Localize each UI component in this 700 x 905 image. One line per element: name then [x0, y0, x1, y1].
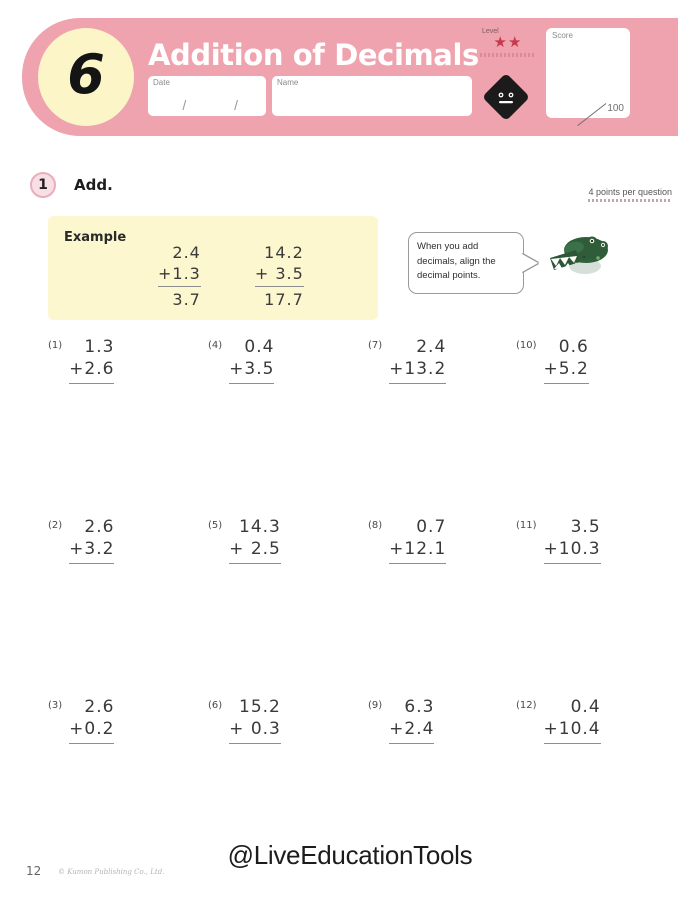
answer-blank[interactable]: [229, 744, 281, 768]
addend-top: 2.4: [172, 243, 201, 262]
answer-blank[interactable]: [229, 384, 274, 408]
answer-blank[interactable]: [544, 564, 601, 588]
vertical-sum: [69, 516, 114, 588]
answer-blank[interactable]: [389, 564, 446, 588]
problem-number: (10): [516, 340, 537, 351]
points-note-dotted-rule: [588, 199, 672, 202]
addend-bottom: +3.2: [69, 538, 114, 563]
addend-bottom: +5.2: [544, 358, 589, 383]
section-title: Add.: [74, 176, 113, 194]
problem-number: (4): [208, 340, 223, 351]
problem-item: [48, 516, 114, 588]
vertical-sum: [544, 516, 601, 588]
addend-top: 14.2: [264, 243, 304, 262]
problem-item: [368, 696, 434, 768]
score-field[interactable]: [546, 28, 630, 118]
addend-top: 6.3: [404, 697, 435, 717]
problem-item: [368, 336, 446, 408]
problem-number: (3): [48, 700, 63, 711]
lesson-number-badge: [38, 28, 134, 126]
vertical-sum: [158, 242, 201, 310]
vertical-sum: [229, 336, 274, 408]
addend-top: 0.6: [558, 337, 589, 357]
page-title: Addition of Decimals: [148, 38, 479, 72]
points-per-question-note: [588, 187, 672, 202]
addend-top: 2.6: [84, 697, 115, 717]
addend-top: 0.4: [244, 337, 275, 357]
example-problems: [158, 242, 304, 310]
addend-bottom: + 2.5: [229, 538, 281, 563]
vertical-sum: [229, 696, 281, 768]
addend-top: 2.6: [84, 517, 115, 537]
example-box: [48, 216, 378, 320]
addend-top: 3.5: [570, 517, 601, 537]
problem-item: [516, 336, 589, 408]
answer-blank[interactable]: [69, 564, 114, 588]
section-marker-number: 1: [38, 177, 48, 193]
copyright-notice: © Kumon Publishing Co., Ltd.: [58, 868, 165, 876]
addend-top: 2.4: [416, 337, 447, 357]
addend-bottom: +13.2: [389, 358, 446, 383]
vertical-sum: [389, 336, 446, 408]
problem-item: [48, 336, 114, 408]
watermark: @LiveEducationTools: [227, 840, 473, 870]
lesson-number: 6: [67, 43, 105, 106]
addend-top: 0.4: [570, 697, 601, 717]
date-label: Date: [153, 78, 170, 87]
addend-bottom: +2.4: [389, 718, 434, 743]
example-label: Example: [64, 230, 127, 245]
sum-result: 17.7: [264, 290, 304, 310]
problem-number: (11): [516, 520, 537, 531]
answer-blank[interactable]: [389, 744, 434, 768]
problem-number: (9): [368, 700, 383, 711]
level-stars-icon: ★★: [493, 34, 523, 51]
vertical-sum: [544, 696, 601, 768]
name-label: Name: [277, 78, 299, 87]
problem-item: [208, 336, 274, 408]
section-marker-1: [30, 172, 56, 198]
addend-bottom: +12.1: [389, 538, 446, 563]
diamond-mascot-face-icon: [489, 80, 523, 114]
addend-top: 14.3: [239, 517, 281, 537]
crocodile-icon: [540, 228, 612, 290]
date-field[interactable]: [148, 76, 266, 116]
problem-number: (8): [368, 520, 383, 531]
problem-number: (5): [208, 520, 223, 531]
score-total: 100: [607, 103, 624, 114]
answer-blank[interactable]: [69, 384, 114, 408]
hint-text: When you add decimals, align the decimal points.: [417, 241, 496, 282]
hint-bubble-tail: [522, 254, 538, 272]
sum-result: 3.7: [172, 290, 201, 310]
level-dotted-rule: [480, 53, 536, 57]
addend-bottom: +10.4: [544, 718, 601, 743]
problem-item: [208, 516, 281, 588]
addend-top: 0.7: [416, 517, 447, 537]
date-separators: / /: [182, 97, 260, 113]
problem-number: (7): [368, 340, 383, 351]
problem-item: [208, 696, 281, 768]
problem-item: [368, 516, 446, 588]
addend-bottom: + 3.5: [255, 263, 304, 287]
vertical-sum: [544, 336, 589, 408]
addend-bottom: +10.3: [544, 538, 601, 563]
vertical-sum: [69, 336, 114, 408]
problem-number: (2): [48, 520, 63, 531]
level-indicator: [480, 28, 536, 57]
problem-number: (6): [208, 700, 223, 711]
hint-speech-bubble: [408, 232, 524, 294]
addend-bottom: +3.5: [229, 358, 274, 383]
problem-item: [516, 516, 601, 588]
page-number: 12: [26, 864, 42, 878]
points-per-question-text: 4 points per question: [588, 187, 672, 197]
vertical-sum: [255, 242, 304, 310]
addend-bottom: +2.6: [69, 358, 114, 383]
addend-bottom: + 0.3: [229, 718, 281, 743]
addend-bottom: +0.2: [69, 718, 114, 743]
answer-blank[interactable]: [544, 744, 601, 768]
answer-blank[interactable]: [229, 564, 281, 588]
answer-blank[interactable]: [544, 384, 589, 408]
score-label: Score: [552, 31, 573, 40]
problem-item: [516, 696, 601, 768]
addend-bottom: +1.3: [158, 263, 201, 287]
level-label: Level: [482, 28, 499, 35]
vertical-sum: [389, 516, 446, 588]
answer-blank[interactable]: [69, 744, 114, 768]
answer-blank[interactable]: [389, 384, 446, 408]
problem-item: [48, 696, 114, 768]
vertical-sum: [69, 696, 114, 768]
addend-top: 15.2: [239, 697, 281, 717]
problem-number: (12): [516, 700, 537, 711]
vertical-sum: [389, 696, 434, 768]
name-field[interactable]: [272, 76, 472, 116]
vertical-sum: [229, 516, 281, 588]
addend-top: 1.3: [84, 337, 115, 357]
problem-number: (1): [48, 340, 63, 351]
